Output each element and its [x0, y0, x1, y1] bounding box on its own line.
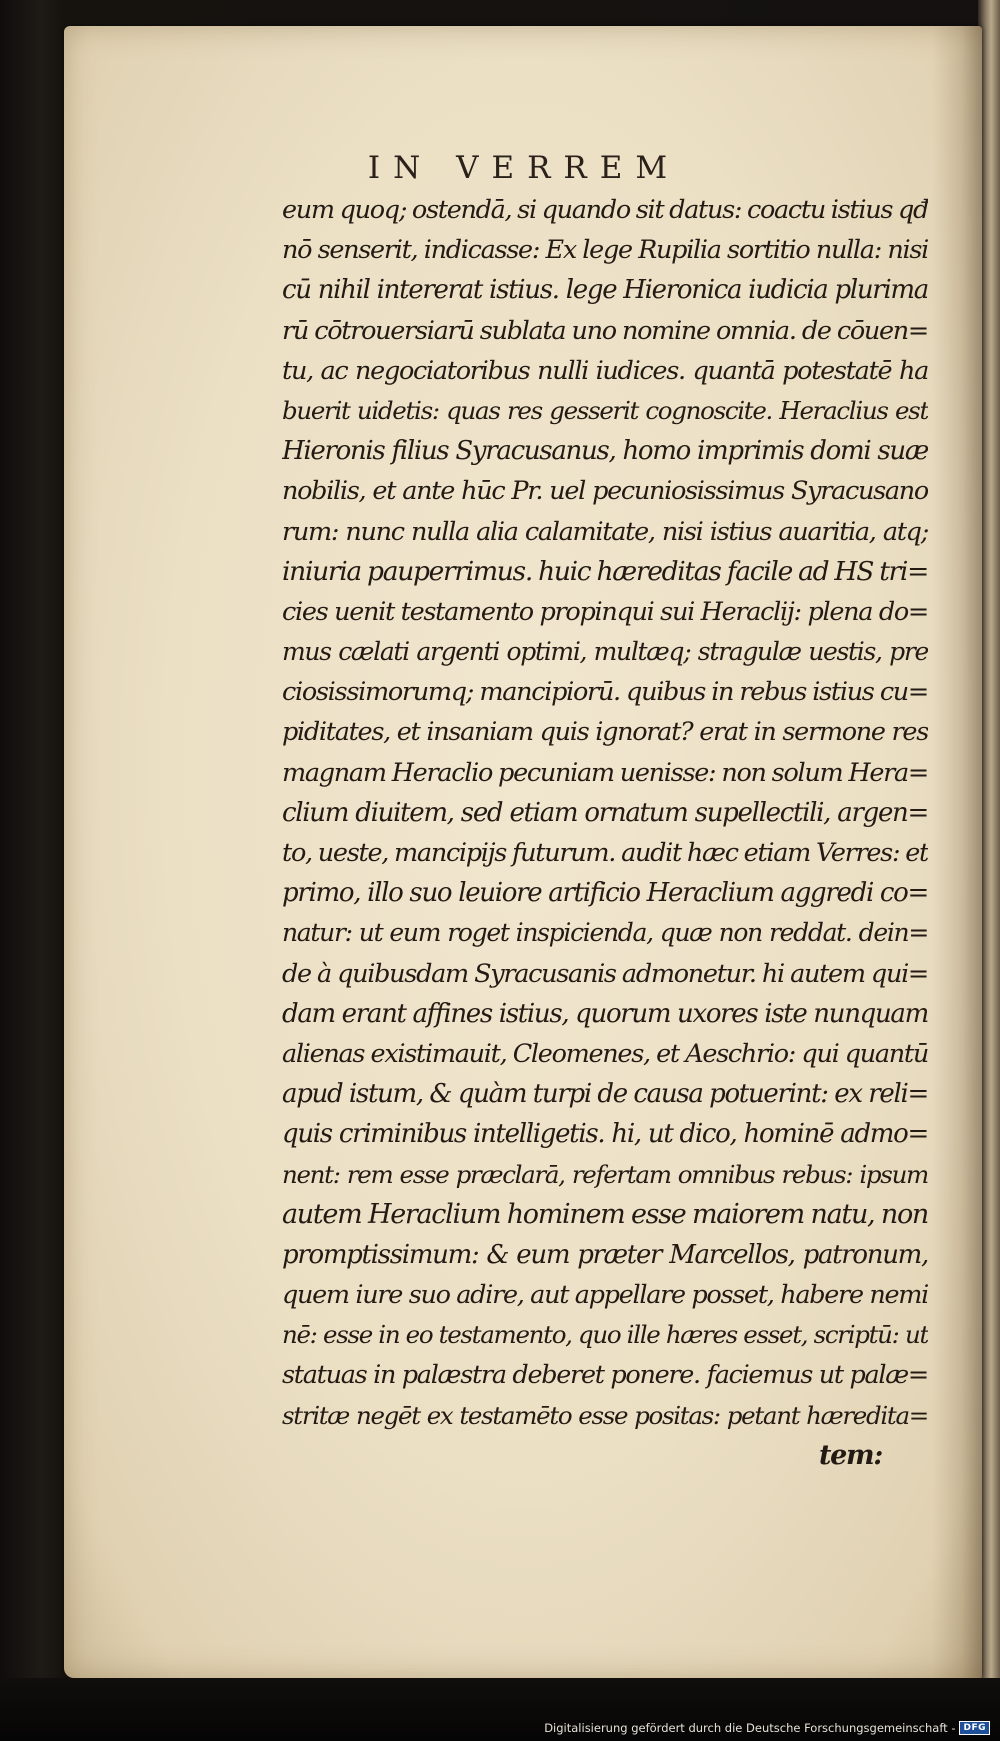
text-line: nē: esse in eo testamento, quo ille hæres esset, scriptū: ut — [282, 1320, 928, 1350]
text-line: alienas existimauit, Cleomenes, et Aeschrio: qui quantū — [282, 1038, 928, 1069]
text-line: nobilis, et ante hūc Pr. uel pecuniosissimus Syracusano — [282, 476, 928, 507]
text-line: nent: rem esse præclarā, refertam omnibus rebus: ipsum — [282, 1159, 928, 1189]
text-line: nō senserit, indicasse: Ex lege Rupilia sortitio nulla: nisi — [282, 235, 928, 266]
text-line: statuas in palæstra deberet ponere. faciemus ut palæ= — [282, 1360, 928, 1391]
text-line: iniuria pauperrimus. huic hæreditas facile ad HS tri= — [282, 555, 928, 587]
text-line: rū cōtrouersiarū sublata uno nomine omnia. de cōuen= — [282, 315, 928, 346]
running-head: IN VERREM — [367, 150, 681, 186]
text-line: piditates, et insaniam quis ignorat? erat in sermone res — [282, 717, 928, 748]
page-gutter-shadow — [932, 26, 982, 1678]
text-line: apud istum, & quàm turpi de causa potuerint: ex reli= — [282, 1079, 928, 1110]
text-line: clium diuitem, sed etiam ornatum supellectili, argen= — [282, 797, 928, 828]
text-line: de à quibusdam Syracusanis admonetur. hi autem qui= — [282, 958, 928, 989]
text-line: quem iure suo adire, aut appellare posset, habere nemi — [282, 1280, 928, 1311]
text-line: eum quoq; ostendā, si quando sit datus: coactu istius qđ — [282, 195, 928, 225]
text-line: rum: nunc nulla alia calamitate, nisi istius auaritia, atq; — [282, 516, 928, 547]
text-line: mus cælati argenti optimi, multæq; stragulæ uestis, pre — [282, 637, 928, 667]
text-line: stritæ negēt ex testamēto esse positas: petant hæredita= — [282, 1400, 928, 1430]
dfg-logo: DFG — [959, 1721, 990, 1735]
credit-text: Digitalisierung gefördert durch die Deutsche Forschungsgemeinschaft - — [544, 1721, 956, 1735]
text-line: primo, illo suo leuiore artificio Heraclium aggredi co= — [282, 878, 928, 909]
text-line: magnam Heraclio pecuniam uenisse: non solum Hera= — [282, 757, 928, 788]
text-block — [282, 190, 928, 1476]
text-line: natur: ut eum roget inspicienda, quæ non reddat. dein= — [282, 918, 928, 948]
text-line: autem Heraclium hominem esse maiorem natu, non — [282, 1198, 928, 1230]
catchword: tem: — [819, 1439, 882, 1471]
text-line: quis criminibus intelligetis. hi, ut dico, hominē admo= — [282, 1119, 928, 1150]
text-line: Hieronis filius Syracusanus, homo imprimis domi suæ — [282, 436, 928, 467]
text-line: promptissimum: & eum præter Marcellos, patronum, — [282, 1239, 928, 1270]
text-line: tu, ac negociatoribus nulli iudices. quantā potestatē ha — [282, 355, 928, 386]
text-line: cū nihil intererat istius. lege Hieronica iudicia plurima — [282, 275, 928, 306]
text-line: buerit uidetis: quas res gesserit cognoscite. Heraclius est — [282, 395, 928, 425]
text-line: dam erant affines istius, quorum uxores iste nunquam — [282, 998, 928, 1029]
digitization-credit — [544, 1721, 990, 1735]
text-line: to, ueste, mancipijs futurum. audit hæc etiam Verres: et — [282, 838, 928, 868]
text-line: cies uenit testamento propinqui sui Heraclij: plena do= — [282, 596, 928, 627]
text-line: ciosissimorumq; mancipiorū. quibus in rebus istius cu= — [282, 677, 928, 708]
